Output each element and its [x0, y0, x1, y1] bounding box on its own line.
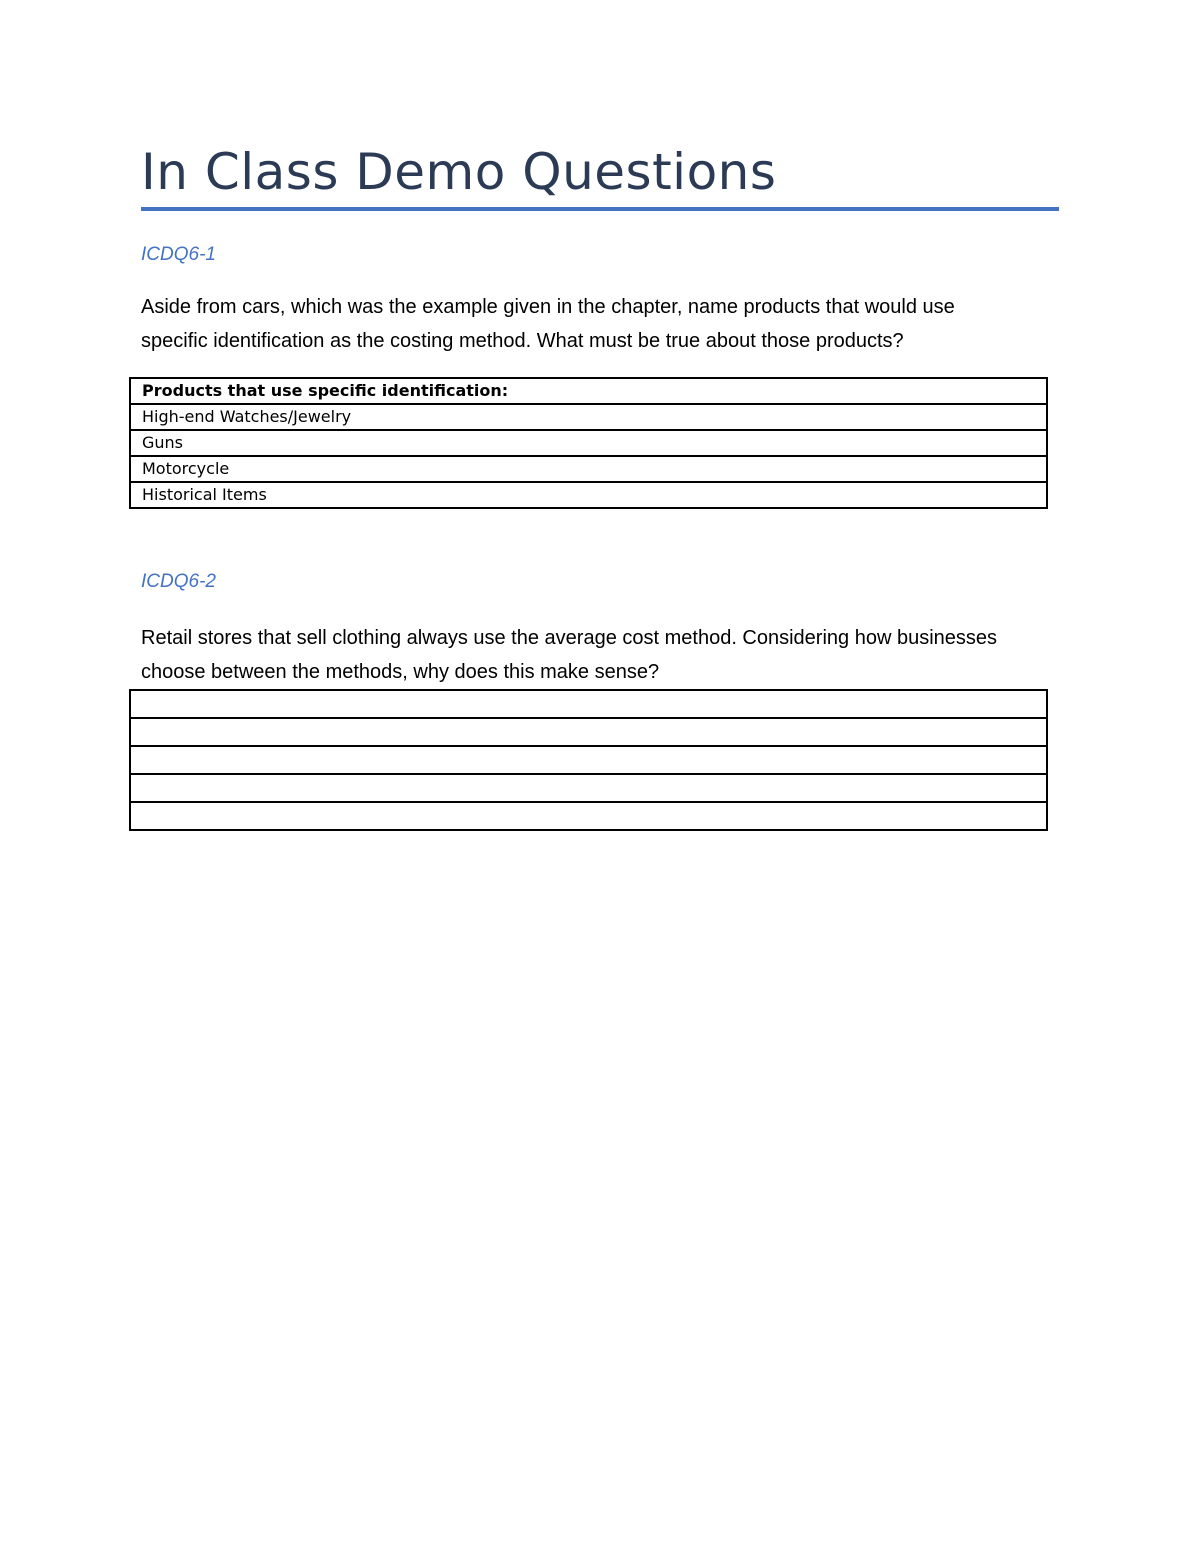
table-row — [130, 482, 1047, 508]
question-2-prompt — [141, 621, 1071, 689]
answer-cell[interactable] — [130, 690, 1047, 718]
answer-cell[interactable] — [130, 774, 1047, 802]
question-1-prompt-line: Aside from cars, which was the example given in the chapter, name products that would use — [141, 296, 955, 318]
table-header-cell: Products that use specific identification: — [130, 378, 1047, 404]
question-1-prompt — [141, 290, 1071, 358]
table-row — [130, 746, 1047, 774]
specific-identification-table — [129, 377, 1048, 509]
question-2-prompt-line: choose between the methods, why does this make sense? — [141, 661, 660, 683]
table-cell[interactable]: Guns — [130, 430, 1047, 456]
page-title: In Class Demo Questions — [141, 143, 777, 201]
table-row — [130, 802, 1047, 830]
table-row — [130, 404, 1047, 430]
table-header-row — [130, 378, 1047, 404]
answer-table — [129, 689, 1048, 831]
table-row — [130, 690, 1047, 718]
title-underline — [141, 207, 1059, 211]
answer-cell[interactable] — [130, 746, 1047, 774]
table-cell[interactable]: High-end Watches/Jewelry — [130, 404, 1047, 430]
question-2-id: ICDQ6-2 — [141, 571, 216, 592]
table-cell[interactable]: Historical Items — [130, 482, 1047, 508]
table-row — [130, 718, 1047, 746]
question-1-prompt-line: specific identification as the costing method. What must be true about those products? — [141, 330, 904, 352]
question-1-id: ICDQ6-1 — [141, 244, 216, 265]
answer-cell[interactable] — [130, 718, 1047, 746]
question-2-prompt-line: Retail stores that sell clothing always use the average cost method. Considering how businesses — [141, 627, 998, 649]
table-row — [130, 456, 1047, 482]
table-row — [130, 430, 1047, 456]
table-cell[interactable]: Motorcycle — [130, 456, 1047, 482]
table-row — [130, 774, 1047, 802]
answer-cell[interactable] — [130, 802, 1047, 830]
